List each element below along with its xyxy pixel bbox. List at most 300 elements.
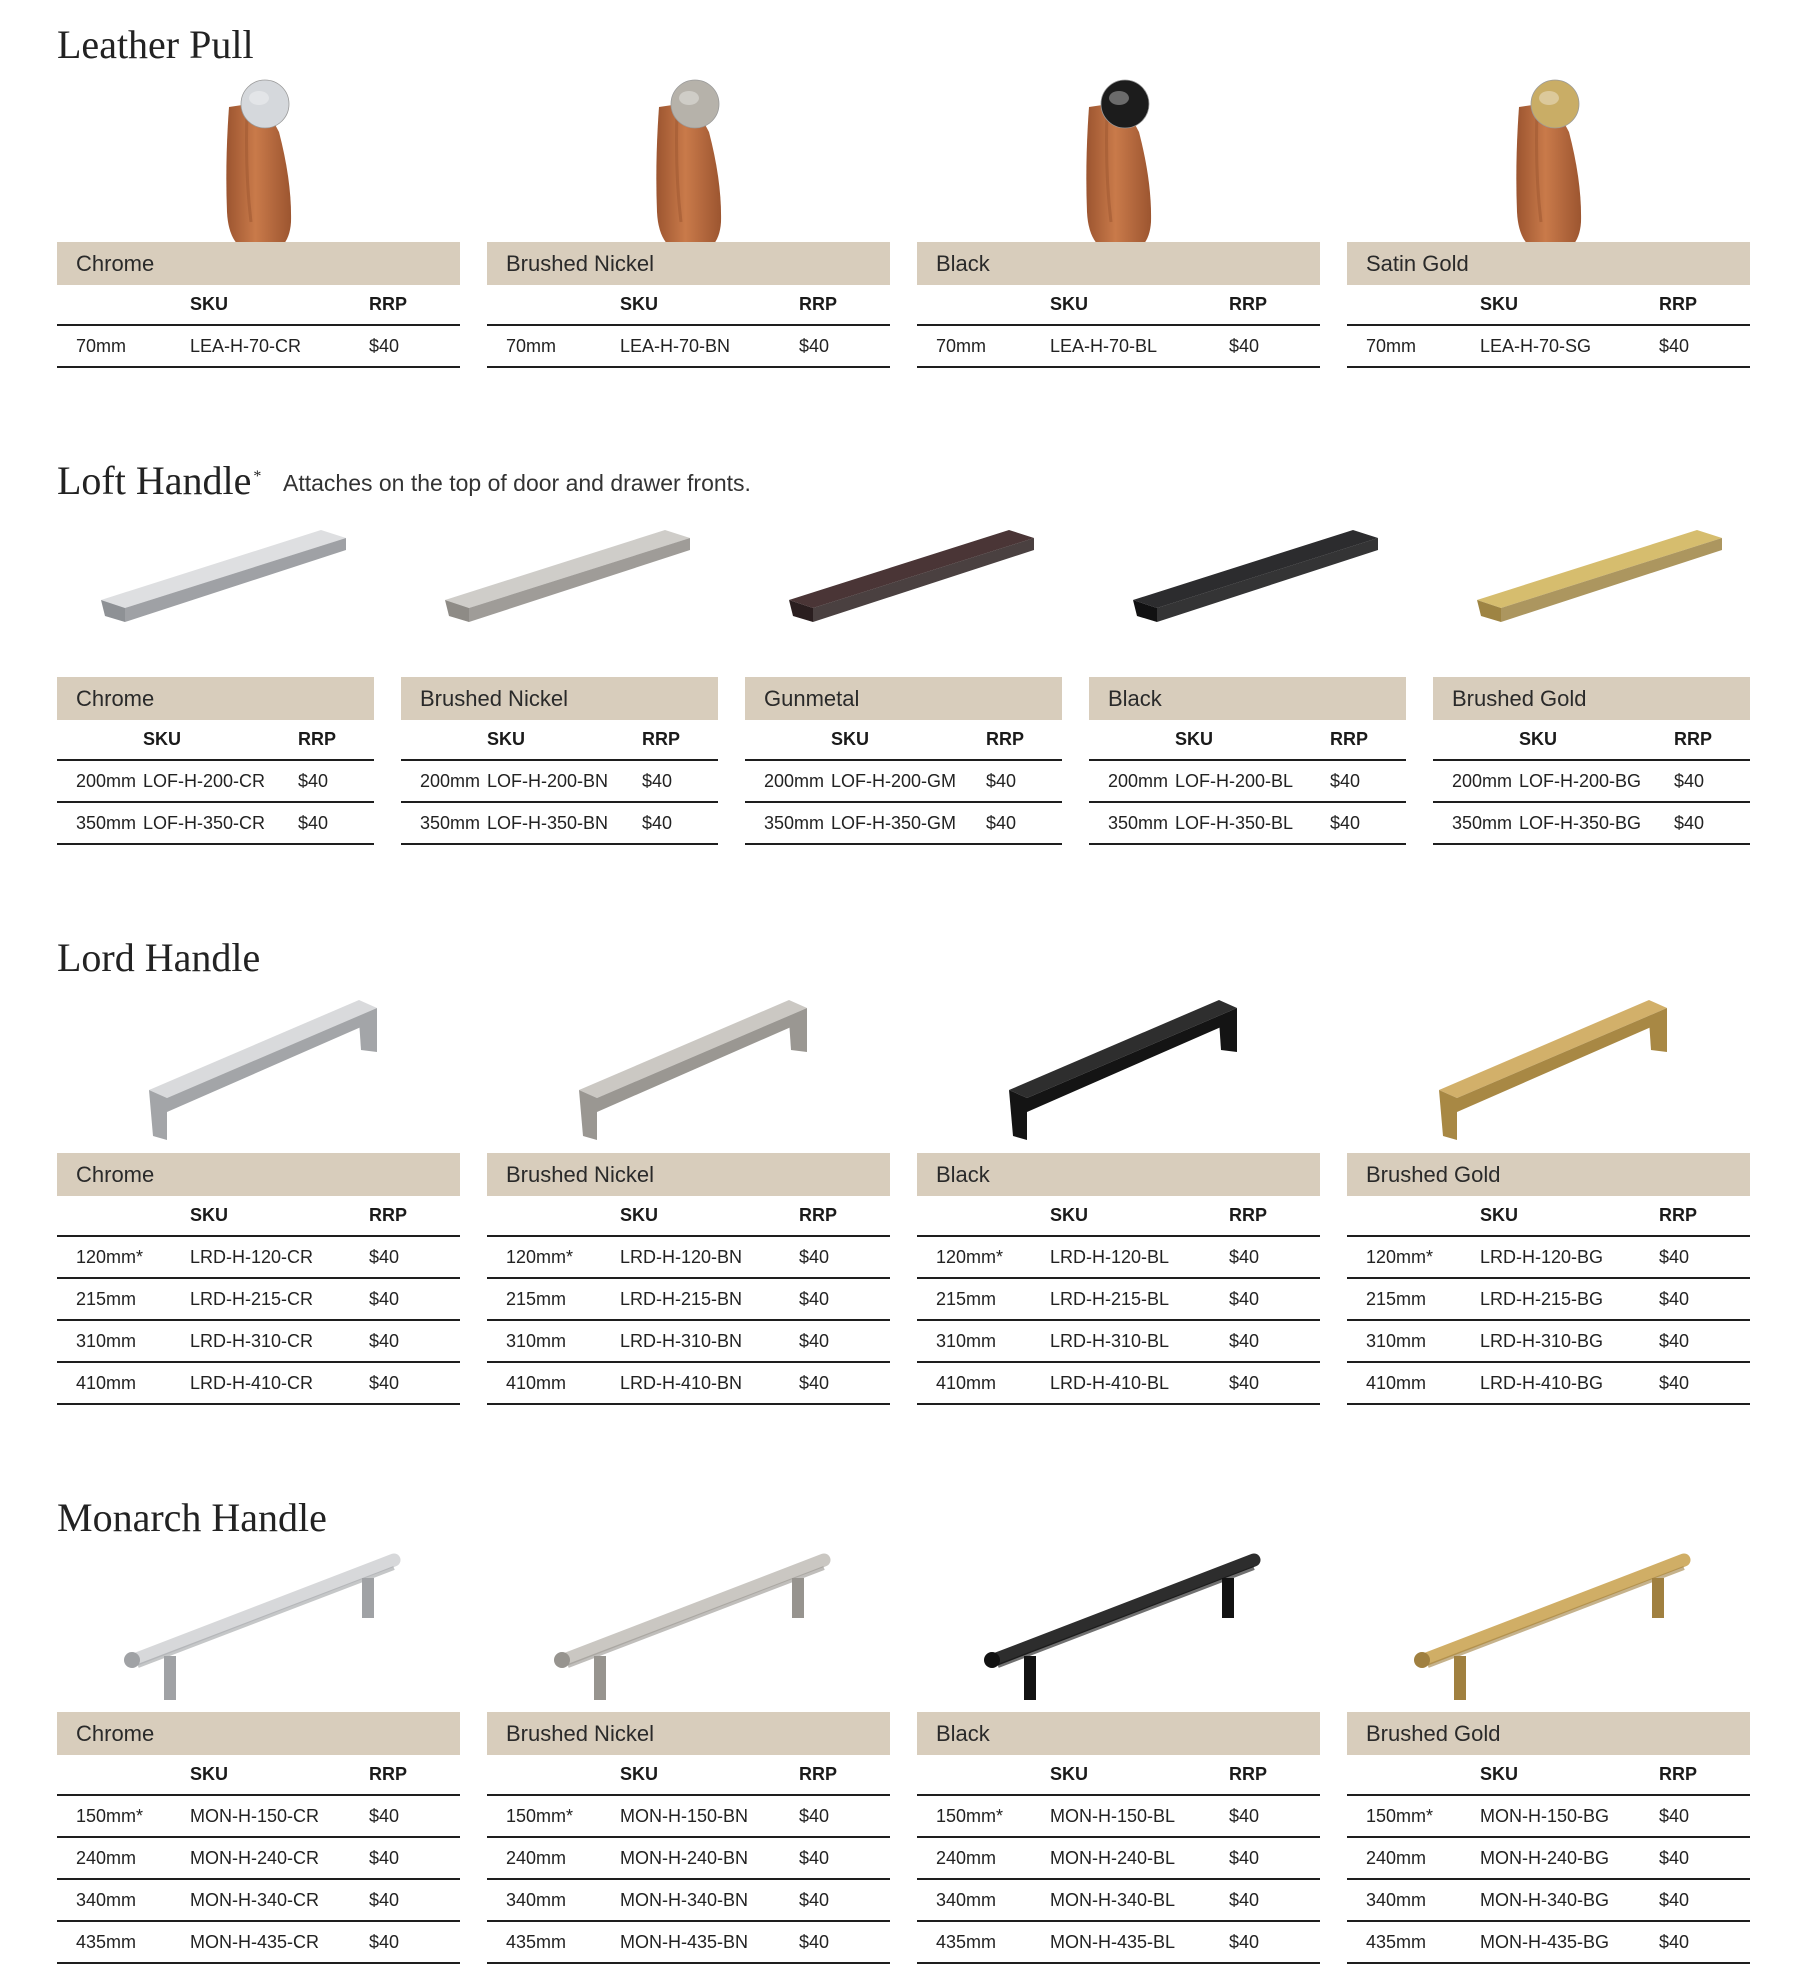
loft-handle-black-image xyxy=(1089,510,1406,650)
price-cell: $40 xyxy=(1229,1837,1320,1879)
sku-cell: LRD-H-410-CR xyxy=(190,1362,369,1404)
size-header xyxy=(1347,1196,1480,1236)
size-cell: 410mm xyxy=(1347,1362,1480,1404)
size-header xyxy=(57,1196,190,1236)
finish-label: Brushed Nickel xyxy=(401,677,718,720)
price-cell: $40 xyxy=(1229,325,1320,367)
table-row xyxy=(487,1921,890,1963)
price-cell: $40 xyxy=(799,1921,890,1963)
size-header xyxy=(1433,720,1519,760)
sku-cell: LRD-H-120-BN xyxy=(620,1236,799,1278)
product-card xyxy=(57,1495,460,1965)
sku-table xyxy=(1433,720,1750,845)
table-row xyxy=(917,1921,1320,1963)
price-cell: $40 xyxy=(642,802,718,844)
size-cell: 410mm xyxy=(487,1362,620,1404)
size-header xyxy=(57,285,190,325)
loft-handle-chrome-image xyxy=(57,510,374,650)
leather-pull-brushed-nickel-image xyxy=(487,72,890,257)
product-card xyxy=(1089,458,1406,846)
sku-table xyxy=(917,285,1320,368)
price-cell: $40 xyxy=(1659,325,1750,367)
sku-cell: MON-H-340-BL xyxy=(1050,1879,1229,1921)
table-row xyxy=(487,1236,890,1278)
sku-cell: MON-H-435-BG xyxy=(1480,1921,1659,1963)
product-card xyxy=(401,458,718,846)
rrp-header: RRP xyxy=(799,1196,890,1236)
sku-table xyxy=(917,1755,1320,1964)
sku-cell: MON-H-435-CR xyxy=(190,1921,369,1963)
size-cell: 200mm xyxy=(1433,760,1519,802)
sku-header: SKU xyxy=(1480,1196,1659,1236)
product-card xyxy=(57,458,374,846)
size-cell: 70mm xyxy=(57,325,190,367)
table-row xyxy=(57,1320,460,1362)
price-cell: $40 xyxy=(1229,1362,1320,1404)
price-cell: $40 xyxy=(1229,1879,1320,1921)
product-card xyxy=(1347,935,1750,1406)
size-cell: 435mm xyxy=(487,1921,620,1963)
rrp-header: RRP xyxy=(1659,1196,1750,1236)
table-row xyxy=(917,1278,1320,1320)
table-row xyxy=(917,325,1320,367)
leather-pull-section xyxy=(57,22,1750,372)
sku-cell: LRD-H-410-BL xyxy=(1050,1362,1229,1404)
table-row xyxy=(1347,1921,1750,1963)
sku-cell: LOF-H-200-CR xyxy=(143,760,298,802)
price-cell: $40 xyxy=(1229,1795,1320,1837)
rrp-header: RRP xyxy=(799,285,890,325)
size-cell: 200mm xyxy=(57,760,143,802)
price-cell: $40 xyxy=(799,1236,890,1278)
sku-cell: MON-H-150-BG xyxy=(1480,1795,1659,1837)
section-title: Monarch Handle xyxy=(57,1495,327,1540)
sku-cell: MON-H-240-BG xyxy=(1480,1837,1659,1879)
price-cell: $40 xyxy=(1229,1921,1320,1963)
sku-header: SKU xyxy=(1175,720,1330,760)
finish-label: Brushed Nickel xyxy=(487,1712,890,1755)
table-row xyxy=(487,1278,890,1320)
sku-cell: LOF-H-350-BG xyxy=(1519,802,1674,844)
sku-table xyxy=(1347,285,1750,368)
price-cell: $40 xyxy=(369,325,460,367)
finish-label: Chrome xyxy=(57,1153,460,1196)
finish-label: Satin Gold xyxy=(1347,242,1750,285)
size-cell: 310mm xyxy=(57,1320,190,1362)
rrp-header: RRP xyxy=(1330,720,1406,760)
price-cell: $40 xyxy=(1330,760,1406,802)
table-header-row xyxy=(487,285,890,325)
section-title-text: Loft Handle xyxy=(57,458,252,503)
price-cell: $40 xyxy=(369,1320,460,1362)
size-cell: 435mm xyxy=(917,1921,1050,1963)
sku-cell: LEA-H-70-BL xyxy=(1050,325,1229,367)
sku-cell: LRD-H-120-BG xyxy=(1480,1236,1659,1278)
sku-header: SKU xyxy=(831,720,986,760)
rrp-header: RRP xyxy=(369,285,460,325)
table-row xyxy=(917,1837,1320,1879)
sku-header: SKU xyxy=(620,285,799,325)
leather-pull-chrome-image xyxy=(57,72,460,257)
size-cell: 240mm xyxy=(487,1837,620,1879)
product-card xyxy=(487,1495,890,1965)
sku-header: SKU xyxy=(190,1196,369,1236)
lord-handle-section xyxy=(57,935,1750,1415)
size-cell: 150mm* xyxy=(917,1795,1050,1837)
price-cell: $40 xyxy=(986,760,1062,802)
sku-cell: MON-H-340-BN xyxy=(620,1879,799,1921)
size-cell: 350mm xyxy=(1089,802,1175,844)
table-row xyxy=(917,1320,1320,1362)
table-row xyxy=(1347,1362,1750,1404)
sku-header: SKU xyxy=(190,1755,369,1795)
sku-cell: LRD-H-120-CR xyxy=(190,1236,369,1278)
section-title: Leather Pull xyxy=(57,22,254,67)
sku-header: SKU xyxy=(1050,1196,1229,1236)
product-card xyxy=(917,935,1320,1406)
finish-label: Brushed Gold xyxy=(1347,1153,1750,1196)
product-card xyxy=(487,22,890,369)
size-cell: 215mm xyxy=(917,1278,1050,1320)
size-cell: 120mm* xyxy=(487,1236,620,1278)
sku-table xyxy=(401,720,718,845)
size-cell: 240mm xyxy=(1347,1837,1480,1879)
table-row xyxy=(1347,1278,1750,1320)
price-cell: $40 xyxy=(1659,1320,1750,1362)
finish-label: Brushed Nickel xyxy=(487,242,890,285)
table-row xyxy=(487,1362,890,1404)
section-subtitle: Attaches on the top of door and drawer fronts. xyxy=(283,470,751,496)
size-header xyxy=(917,1196,1050,1236)
price-cell: $40 xyxy=(369,1362,460,1404)
price-cell: $40 xyxy=(1659,1362,1750,1404)
sku-table xyxy=(1347,1196,1750,1405)
sku-header: SKU xyxy=(620,1755,799,1795)
sku-header: SKU xyxy=(1050,1755,1229,1795)
rrp-header: RRP xyxy=(298,720,374,760)
table-header-row xyxy=(917,1196,1320,1236)
product-card xyxy=(745,458,1062,846)
price-cell: $40 xyxy=(1659,1236,1750,1278)
size-cell: 410mm xyxy=(917,1362,1050,1404)
price-cell: $40 xyxy=(1659,1879,1750,1921)
sku-cell: LRD-H-215-BL xyxy=(1050,1278,1229,1320)
table-row xyxy=(487,1795,890,1837)
size-header xyxy=(57,720,143,760)
footnote-marker: * xyxy=(253,468,262,485)
table-row xyxy=(57,1795,460,1837)
price-cell: $40 xyxy=(986,802,1062,844)
rrp-header: RRP xyxy=(1229,1196,1320,1236)
table-row xyxy=(1347,1320,1750,1362)
price-cell: $40 xyxy=(642,760,718,802)
size-header xyxy=(487,285,620,325)
price-cell: $40 xyxy=(799,325,890,367)
sku-cell: MON-H-150-BN xyxy=(620,1795,799,1837)
table-header-row xyxy=(487,1755,890,1795)
sku-cell: MON-H-240-BN xyxy=(620,1837,799,1879)
sku-cell: LRD-H-310-BG xyxy=(1480,1320,1659,1362)
size-header xyxy=(57,1755,190,1795)
table-row xyxy=(1347,325,1750,367)
sku-cell: MON-H-340-BG xyxy=(1480,1879,1659,1921)
table-header-row xyxy=(401,720,718,760)
size-cell: 200mm xyxy=(745,760,831,802)
price-cell: $40 xyxy=(369,1921,460,1963)
table-row xyxy=(57,1236,460,1278)
table-header-row xyxy=(57,720,374,760)
size-cell: 350mm xyxy=(57,802,143,844)
table-row xyxy=(1347,1236,1750,1278)
section-title: Lord Handle xyxy=(57,935,261,980)
sku-header: SKU xyxy=(1480,285,1659,325)
loft-handle-section xyxy=(57,458,1750,858)
table-row xyxy=(57,1362,460,1404)
sku-table xyxy=(917,1196,1320,1405)
finish-label: Brushed Gold xyxy=(1347,1712,1750,1755)
sku-cell: MON-H-150-CR xyxy=(190,1795,369,1837)
price-cell: $40 xyxy=(1659,1837,1750,1879)
table-header-row xyxy=(1347,1196,1750,1236)
sku-table xyxy=(487,1755,890,1964)
table-row xyxy=(57,760,374,802)
table-row xyxy=(1347,1837,1750,1879)
size-header xyxy=(917,285,1050,325)
leather-pull-black-image xyxy=(917,72,1320,257)
table-row xyxy=(1347,1879,1750,1921)
sku-table xyxy=(57,1196,460,1405)
sku-cell: MON-H-240-CR xyxy=(190,1837,369,1879)
size-cell: 215mm xyxy=(57,1278,190,1320)
table-header-row xyxy=(57,1755,460,1795)
size-header xyxy=(487,1755,620,1795)
rrp-header: RRP xyxy=(1659,285,1750,325)
price-cell: $40 xyxy=(799,1362,890,1404)
table-row xyxy=(57,1879,460,1921)
table-row xyxy=(1089,760,1406,802)
table-header-row xyxy=(1347,1755,1750,1795)
table-header-row xyxy=(1433,720,1750,760)
table-header-row xyxy=(917,1755,1320,1795)
size-cell: 120mm* xyxy=(917,1236,1050,1278)
size-cell: 410mm xyxy=(57,1362,190,1404)
sku-cell: MON-H-240-BL xyxy=(1050,1837,1229,1879)
rrp-header: RRP xyxy=(986,720,1062,760)
finish-label: Chrome xyxy=(57,677,374,720)
sku-cell: MON-H-435-BN xyxy=(620,1921,799,1963)
sku-cell: MON-H-340-CR xyxy=(190,1879,369,1921)
table-row xyxy=(1433,802,1750,844)
sku-table xyxy=(487,1196,890,1405)
size-header xyxy=(487,1196,620,1236)
price-cell: $40 xyxy=(1229,1320,1320,1362)
table-row xyxy=(745,760,1062,802)
table-header-row xyxy=(57,285,460,325)
sku-cell: LOF-H-350-CR xyxy=(143,802,298,844)
size-cell: 435mm xyxy=(1347,1921,1480,1963)
size-header xyxy=(1347,1755,1480,1795)
price-cell: $40 xyxy=(1229,1278,1320,1320)
size-header xyxy=(1089,720,1175,760)
size-cell: 150mm* xyxy=(487,1795,620,1837)
price-cell: $40 xyxy=(1674,802,1750,844)
sku-cell: LOF-H-200-BN xyxy=(487,760,642,802)
table-row xyxy=(487,325,890,367)
price-cell: $40 xyxy=(799,1795,890,1837)
sku-cell: LOF-H-350-BL xyxy=(1175,802,1330,844)
sku-cell: LEA-H-70-CR xyxy=(190,325,369,367)
size-cell: 70mm xyxy=(487,325,620,367)
sku-cell: LOF-H-200-BL xyxy=(1175,760,1330,802)
size-header xyxy=(1347,285,1480,325)
sku-cell: LOF-H-350-GM xyxy=(831,802,986,844)
table-header-row xyxy=(487,1196,890,1236)
sku-cell: LOF-H-350-BN xyxy=(487,802,642,844)
price-cell: $40 xyxy=(298,760,374,802)
table-row xyxy=(57,1837,460,1879)
finish-label: Black xyxy=(917,1712,1320,1755)
sku-header: SKU xyxy=(1519,720,1674,760)
leather-pull-satin-gold-image xyxy=(1347,72,1750,257)
size-cell: 350mm xyxy=(745,802,831,844)
table-header-row xyxy=(745,720,1062,760)
sku-cell: LOF-H-200-GM xyxy=(831,760,986,802)
size-cell: 435mm xyxy=(57,1921,190,1963)
product-card xyxy=(1347,1495,1750,1965)
sku-table xyxy=(57,1755,460,1964)
sku-cell: LRD-H-215-BG xyxy=(1480,1278,1659,1320)
table-row xyxy=(1347,1795,1750,1837)
table-header-row xyxy=(57,1196,460,1236)
rrp-header: RRP xyxy=(1229,1755,1320,1795)
price-cell: $40 xyxy=(799,1320,890,1362)
sku-cell: MON-H-435-BL xyxy=(1050,1921,1229,1963)
rrp-header: RRP xyxy=(1659,1755,1750,1795)
price-cell: $40 xyxy=(1659,1278,1750,1320)
sku-cell: LRD-H-310-BL xyxy=(1050,1320,1229,1362)
rrp-header: RRP xyxy=(369,1196,460,1236)
table-row xyxy=(917,1236,1320,1278)
size-cell: 150mm* xyxy=(57,1795,190,1837)
table-row xyxy=(57,1921,460,1963)
sku-cell: LRD-H-410-BN xyxy=(620,1362,799,1404)
product-card xyxy=(1347,22,1750,369)
sku-table xyxy=(745,720,1062,845)
size-cell: 340mm xyxy=(917,1879,1050,1921)
price-cell: $40 xyxy=(1659,1921,1750,1963)
price-cell: $40 xyxy=(799,1837,890,1879)
product-card xyxy=(917,22,1320,369)
size-cell: 70mm xyxy=(1347,325,1480,367)
size-cell: 200mm xyxy=(1089,760,1175,802)
table-row xyxy=(487,1320,890,1362)
rrp-header: RRP xyxy=(642,720,718,760)
sku-table xyxy=(1347,1755,1750,1964)
price-cell: $40 xyxy=(799,1278,890,1320)
sku-table xyxy=(57,285,460,368)
price-cell: $40 xyxy=(369,1236,460,1278)
price-cell: $40 xyxy=(1229,1236,1320,1278)
size-header xyxy=(745,720,831,760)
monarch-handle-section xyxy=(57,1495,1750,1975)
sku-table xyxy=(1089,720,1406,845)
price-cell: $40 xyxy=(369,1837,460,1879)
table-row xyxy=(745,802,1062,844)
table-header-row xyxy=(1089,720,1406,760)
size-cell: 200mm xyxy=(401,760,487,802)
sku-cell: LRD-H-410-BG xyxy=(1480,1362,1659,1404)
rrp-header: RRP xyxy=(799,1755,890,1795)
size-header xyxy=(917,1755,1050,1795)
table-row xyxy=(57,802,374,844)
sku-cell: LEA-H-70-SG xyxy=(1480,325,1659,367)
product-card xyxy=(57,935,460,1406)
sku-header: SKU xyxy=(487,720,642,760)
table-row xyxy=(487,1879,890,1921)
size-cell: 350mm xyxy=(401,802,487,844)
size-cell: 340mm xyxy=(57,1879,190,1921)
finish-label: Black xyxy=(917,1153,1320,1196)
size-cell: 120mm* xyxy=(57,1236,190,1278)
rrp-header: RRP xyxy=(1229,285,1320,325)
size-cell: 240mm xyxy=(917,1837,1050,1879)
price-cell: $40 xyxy=(298,802,374,844)
size-header xyxy=(401,720,487,760)
finish-label: Brushed Gold xyxy=(1433,677,1750,720)
size-cell: 310mm xyxy=(917,1320,1050,1362)
finish-label: Black xyxy=(917,242,1320,285)
table-row xyxy=(401,760,718,802)
sku-header: SKU xyxy=(143,720,298,760)
price-cell: $40 xyxy=(1659,1795,1750,1837)
product-card xyxy=(57,22,460,369)
size-cell: 240mm xyxy=(57,1837,190,1879)
sku-cell: LEA-H-70-BN xyxy=(620,325,799,367)
sku-header: SKU xyxy=(620,1196,799,1236)
size-cell: 340mm xyxy=(487,1879,620,1921)
finish-label: Chrome xyxy=(57,1712,460,1755)
sku-header: SKU xyxy=(1480,1755,1659,1795)
sku-cell: LOF-H-200-BG xyxy=(1519,760,1674,802)
sku-cell: LRD-H-215-CR xyxy=(190,1278,369,1320)
sku-cell: LRD-H-310-CR xyxy=(190,1320,369,1362)
table-row xyxy=(917,1879,1320,1921)
size-cell: 70mm xyxy=(917,325,1050,367)
table-row xyxy=(487,1837,890,1879)
loft-handle-gunmetal-image xyxy=(745,510,1062,650)
table-row xyxy=(57,325,460,367)
product-card xyxy=(917,1495,1320,1965)
sku-table xyxy=(487,285,890,368)
price-cell: $40 xyxy=(369,1278,460,1320)
finish-label: Gunmetal xyxy=(745,677,1062,720)
loft-handle-brushed-gold-image xyxy=(1433,510,1750,650)
sku-header: SKU xyxy=(190,285,369,325)
table-header-row xyxy=(1347,285,1750,325)
table-row xyxy=(401,802,718,844)
table-row xyxy=(917,1795,1320,1837)
price-cell: $40 xyxy=(1330,802,1406,844)
product-card xyxy=(487,935,890,1406)
table-row xyxy=(917,1362,1320,1404)
price-cell: $40 xyxy=(369,1879,460,1921)
sku-cell: LRD-H-215-BN xyxy=(620,1278,799,1320)
rrp-header: RRP xyxy=(1674,720,1750,760)
sku-cell: LRD-H-310-BN xyxy=(620,1320,799,1362)
price-cell: $40 xyxy=(799,1879,890,1921)
sku-table xyxy=(57,720,374,845)
product-card xyxy=(1433,458,1750,846)
